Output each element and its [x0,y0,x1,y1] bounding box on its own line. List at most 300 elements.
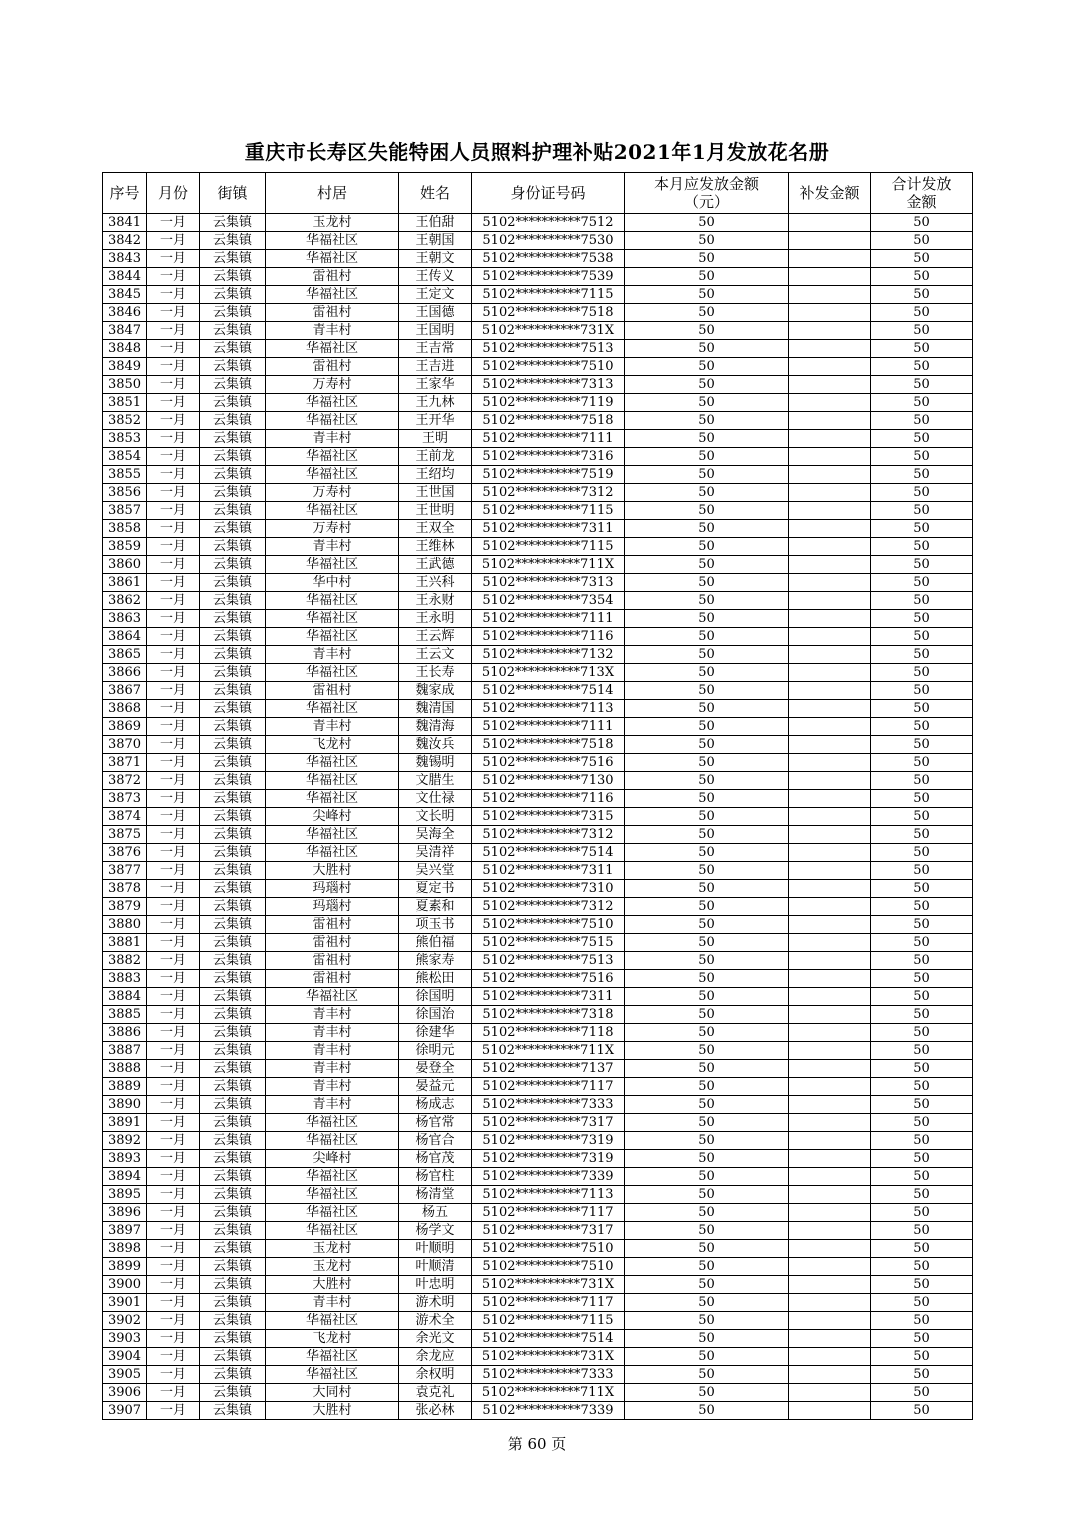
cell-town: 云集镇 [200,1240,266,1258]
cell-id-number: 5102**********7137 [472,1060,625,1078]
cell-town: 云集镇 [200,286,266,304]
cell-total: 50 [871,754,973,772]
cell-name: 王明 [399,430,472,448]
table-row [103,214,973,232]
cell-id-number: 5102**********7313 [472,376,625,394]
cell-name: 晏登全 [399,1060,472,1078]
cell-total: 50 [871,1024,973,1042]
cell-village: 青丰村 [266,430,399,448]
table-row [103,1078,973,1096]
table-row [103,880,973,898]
cell-id-number: 5102**********7316 [472,448,625,466]
cell-id-number: 5102**********7312 [472,484,625,502]
cell-name: 王九林 [399,394,472,412]
cell-total: 50 [871,1042,973,1060]
cell-month: 一月 [147,754,200,772]
cell-due-amount: 50 [625,322,789,340]
cell-month: 一月 [147,322,200,340]
table-row [103,1312,973,1330]
cell-month: 一月 [147,1222,200,1240]
cell-name: 王前龙 [399,448,472,466]
cell-total: 50 [871,664,973,682]
cell-supplement [789,970,871,988]
cell-due-amount: 50 [625,232,789,250]
table-row [103,268,973,286]
cell-supplement [789,286,871,304]
table-row [103,898,973,916]
table-row [103,1240,973,1258]
cell-due-amount: 50 [625,1312,789,1330]
cell-seq: 3849 [103,358,147,376]
cell-town: 云集镇 [200,628,266,646]
cell-total: 50 [871,772,973,790]
cell-total: 50 [871,790,973,808]
cell-village: 雷祖村 [266,970,399,988]
cell-month: 一月 [147,1186,200,1204]
table-row [103,1150,973,1168]
cell-seq: 3841 [103,214,147,232]
cell-village: 华福社区 [266,826,399,844]
cell-town: 云集镇 [200,1222,266,1240]
cell-id-number: 5102**********7518 [472,304,625,322]
cell-village: 万寿村 [266,484,399,502]
cell-total: 50 [871,1312,973,1330]
cell-seq: 3842 [103,232,147,250]
cell-name: 杨学文 [399,1222,472,1240]
table-row [103,1132,973,1150]
cell-town: 云集镇 [200,214,266,232]
cell-town: 云集镇 [200,772,266,790]
cell-name: 叶忠明 [399,1276,472,1294]
cell-supplement [789,1060,871,1078]
cell-id-number: 5102**********7132 [472,646,625,664]
cell-supplement [789,952,871,970]
cell-seq: 3867 [103,682,147,700]
cell-village: 华福社区 [266,844,399,862]
cell-supplement [789,772,871,790]
cell-due-amount: 50 [625,826,789,844]
cell-village: 青丰村 [266,1096,399,1114]
cell-town: 云集镇 [200,448,266,466]
cell-total: 50 [871,880,973,898]
cell-due-amount: 50 [625,1168,789,1186]
table-row [103,376,973,394]
cell-due-amount: 50 [625,772,789,790]
cell-month: 一月 [147,934,200,952]
cell-name: 王朝国 [399,232,472,250]
cell-total: 50 [871,1276,973,1294]
cell-seq: 3862 [103,592,147,610]
cell-name: 余权明 [399,1366,472,1384]
cell-month: 一月 [147,790,200,808]
cell-month: 一月 [147,1042,200,1060]
cell-name: 王武德 [399,556,472,574]
cell-supplement [789,394,871,412]
cell-supplement [789,430,871,448]
table-row [103,1204,973,1222]
table-row [103,484,973,502]
cell-total: 50 [871,286,973,304]
cell-due-amount: 50 [625,1222,789,1240]
cell-month: 一月 [147,1366,200,1384]
cell-month: 一月 [147,358,200,376]
cell-month: 一月 [147,466,200,484]
cell-name: 王传义 [399,268,472,286]
cell-month: 一月 [147,412,200,430]
cell-total: 50 [871,1366,973,1384]
cell-village: 雷祖村 [266,358,399,376]
cell-seq: 3874 [103,808,147,826]
cell-village: 青丰村 [266,1294,399,1312]
cell-town: 云集镇 [200,718,266,736]
table-row [103,610,973,628]
cell-id-number: 5102**********7119 [472,394,625,412]
cell-month: 一月 [147,610,200,628]
table-row [103,1060,973,1078]
cell-supplement [789,484,871,502]
cell-total: 50 [871,1150,973,1168]
cell-total: 50 [871,646,973,664]
cell-name: 熊伯福 [399,934,472,952]
cell-town: 云集镇 [200,592,266,610]
cell-village: 华福社区 [266,772,399,790]
table-row [103,970,973,988]
cell-total: 50 [871,1384,973,1402]
table-row [103,1042,973,1060]
cell-due-amount: 50 [625,286,789,304]
table-row [103,754,973,772]
table-row [103,574,973,592]
cell-name: 王永明 [399,610,472,628]
cell-month: 一月 [147,1294,200,1312]
cell-village: 飞龙村 [266,1330,399,1348]
cell-town: 云集镇 [200,934,266,952]
cell-supplement [789,844,871,862]
cell-month: 一月 [147,556,200,574]
cell-month: 一月 [147,1078,200,1096]
document-title: 重庆市长寿区失能特困人员照料护理补贴2021年1月发放花名册 [244,140,830,164]
cell-seq: 3880 [103,916,147,934]
cell-name: 游术全 [399,1312,472,1330]
cell-name: 王兴科 [399,574,472,592]
cell-village: 华福社区 [266,790,399,808]
cell-seq: 3864 [103,628,147,646]
table-row [103,1024,973,1042]
cell-id-number: 5102**********7510 [472,1258,625,1276]
cell-seq: 3888 [103,1060,147,1078]
cell-town: 云集镇 [200,754,266,772]
cell-seq: 3846 [103,304,147,322]
cell-due-amount: 50 [625,1132,789,1150]
cell-town: 云集镇 [200,808,266,826]
cell-id-number: 5102**********7111 [472,718,625,736]
table-row [103,1222,973,1240]
cell-total: 50 [871,556,973,574]
cell-seq: 3899 [103,1258,147,1276]
cell-id-number: 5102**********7311 [472,988,625,1006]
table-row [103,718,973,736]
cell-due-amount: 50 [625,736,789,754]
cell-total: 50 [871,250,973,268]
cell-supplement [789,358,871,376]
cell-month: 一月 [147,574,200,592]
cell-village: 雷祖村 [266,268,399,286]
cell-due-amount: 50 [625,1348,789,1366]
table-row [103,1096,973,1114]
cell-name: 王双全 [399,520,472,538]
cell-id-number: 5102**********711X [472,1384,625,1402]
cell-town: 云集镇 [200,1024,266,1042]
cell-total: 50 [871,934,973,952]
cell-total: 50 [871,538,973,556]
cell-village: 华福社区 [266,1186,399,1204]
cell-seq: 3845 [103,286,147,304]
cell-supplement [789,592,871,610]
cell-supplement [789,1114,871,1132]
cell-due-amount: 50 [625,1060,789,1078]
table-row [103,700,973,718]
cell-id-number: 5102**********7311 [472,520,625,538]
cell-id-number: 5102**********7111 [472,610,625,628]
table-row [103,646,973,664]
cell-month: 一月 [147,1258,200,1276]
cell-seq: 3889 [103,1078,147,1096]
cell-id-number: 5102**********731X [472,1276,625,1294]
cell-town: 云集镇 [200,1006,266,1024]
cell-supplement [789,466,871,484]
cell-seq: 3907 [103,1402,147,1420]
cell-name: 徐国明 [399,988,472,1006]
cell-due-amount: 50 [625,448,789,466]
cell-supplement [789,1222,871,1240]
cell-id-number: 5102**********7313 [472,574,625,592]
cell-total: 50 [871,1078,973,1096]
cell-village: 华福社区 [266,754,399,772]
cell-town: 云集镇 [200,1168,266,1186]
cell-town: 云集镇 [200,232,266,250]
cell-village: 大胜村 [266,862,399,880]
cell-town: 云集镇 [200,304,266,322]
cell-village: 雷祖村 [266,934,399,952]
cell-village: 华福社区 [266,1168,399,1186]
cell-total: 50 [871,1204,973,1222]
cell-supplement [789,1006,871,1024]
cell-seq: 3872 [103,772,147,790]
cell-name: 王云辉 [399,628,472,646]
cell-supplement [789,1312,871,1330]
cell-seq: 3898 [103,1240,147,1258]
table-row [103,1402,973,1420]
cell-seq: 3863 [103,610,147,628]
cell-month: 一月 [147,718,200,736]
cell-total: 50 [871,682,973,700]
cell-supplement [789,1042,871,1060]
header-supplement: 补发金额 [789,173,871,214]
cell-month: 一月 [147,592,200,610]
cell-seq: 3892 [103,1132,147,1150]
table-row [103,232,973,250]
cell-month: 一月 [147,1276,200,1294]
cell-name: 王世国 [399,484,472,502]
cell-name: 吴兴堂 [399,862,472,880]
cell-total: 50 [871,826,973,844]
cell-due-amount: 50 [625,592,789,610]
cell-village: 华福社区 [266,664,399,682]
cell-total: 50 [871,376,973,394]
cell-supplement [789,700,871,718]
cell-seq: 3850 [103,376,147,394]
cell-supplement [789,1330,871,1348]
cell-id-number: 5102**********7115 [472,502,625,520]
cell-month: 一月 [147,538,200,556]
cell-village: 华福社区 [266,286,399,304]
cell-seq: 3897 [103,1222,147,1240]
cell-village: 华福社区 [266,232,399,250]
cell-month: 一月 [147,268,200,286]
cell-supplement [789,628,871,646]
cell-village: 大胜村 [266,1276,399,1294]
cell-month: 一月 [147,862,200,880]
cell-name: 徐建华 [399,1024,472,1042]
cell-name: 徐明元 [399,1042,472,1060]
cell-village: 青丰村 [266,322,399,340]
cell-month: 一月 [147,1402,200,1420]
cell-village: 华福社区 [266,1222,399,1240]
cell-seq: 3878 [103,880,147,898]
cell-id-number: 5102**********7317 [472,1222,625,1240]
cell-supplement [789,1186,871,1204]
table-row [103,628,973,646]
cell-total: 50 [871,718,973,736]
cell-id-number: 5102**********7515 [472,934,625,952]
cell-due-amount: 50 [625,250,789,268]
cell-id-number: 5102**********7538 [472,250,625,268]
table-row [103,1114,973,1132]
cell-due-amount: 50 [625,214,789,232]
cell-month: 一月 [147,1150,200,1168]
cell-supplement [789,1096,871,1114]
cell-due-amount: 50 [625,1240,789,1258]
table-row [103,286,973,304]
cell-name: 杨官茂 [399,1150,472,1168]
cell-id-number: 5102**********7116 [472,628,625,646]
cell-total: 50 [871,394,973,412]
cell-supplement [789,340,871,358]
cell-town: 云集镇 [200,1258,266,1276]
cell-name: 熊松田 [399,970,472,988]
cell-name: 王国德 [399,304,472,322]
cell-village: 青丰村 [266,718,399,736]
roster-table [102,172,973,1420]
cell-seq: 3881 [103,934,147,952]
cell-name: 王长寿 [399,664,472,682]
cell-supplement [789,1366,871,1384]
cell-total: 50 [871,1006,973,1024]
cell-name: 杨官合 [399,1132,472,1150]
cell-seq: 3879 [103,898,147,916]
cell-village: 玉龙村 [266,1240,399,1258]
cell-supplement [789,610,871,628]
cell-total: 50 [871,412,973,430]
cell-village: 万寿村 [266,376,399,394]
cell-town: 云集镇 [200,520,266,538]
cell-total: 50 [871,1258,973,1276]
cell-id-number: 5102**********7115 [472,1312,625,1330]
cell-village: 华福社区 [266,592,399,610]
cell-due-amount: 50 [625,1276,789,1294]
cell-id-number: 5102**********7117 [472,1294,625,1312]
cell-supplement [789,988,871,1006]
cell-total: 50 [871,448,973,466]
cell-total: 50 [871,862,973,880]
cell-village: 青丰村 [266,1078,399,1096]
cell-town: 云集镇 [200,610,266,628]
cell-seq: 3891 [103,1114,147,1132]
cell-supplement [789,250,871,268]
cell-id-number: 5102**********7510 [472,358,625,376]
cell-name: 王云文 [399,646,472,664]
cell-seq: 3905 [103,1366,147,1384]
cell-name: 文长明 [399,808,472,826]
cell-name: 王吉常 [399,340,472,358]
cell-month: 一月 [147,250,200,268]
cell-supplement [789,916,871,934]
cell-id-number: 5102**********7513 [472,952,625,970]
cell-total: 50 [871,1096,973,1114]
cell-town: 云集镇 [200,556,266,574]
cell-total: 50 [871,1186,973,1204]
cell-supplement [789,1276,871,1294]
cell-name: 王永财 [399,592,472,610]
cell-supplement [789,538,871,556]
cell-month: 一月 [147,1204,200,1222]
cell-name: 魏汝兵 [399,736,472,754]
cell-supplement [789,754,871,772]
cell-supplement [789,1168,871,1186]
cell-supplement [789,574,871,592]
cell-seq: 3873 [103,790,147,808]
cell-name: 王家华 [399,376,472,394]
cell-month: 一月 [147,664,200,682]
cell-due-amount: 50 [625,502,789,520]
cell-month: 一月 [147,376,200,394]
cell-due-amount: 50 [625,340,789,358]
cell-name: 王吉进 [399,358,472,376]
cell-village: 青丰村 [266,646,399,664]
cell-village: 玛瑙村 [266,898,399,916]
cell-town: 云集镇 [200,1348,266,1366]
cell-town: 云集镇 [200,250,266,268]
cell-total: 50 [871,466,973,484]
cell-town: 云集镇 [200,268,266,286]
cell-total: 50 [871,1294,973,1312]
table-row [103,466,973,484]
cell-month: 一月 [147,394,200,412]
cell-supplement [789,1132,871,1150]
cell-village: 青丰村 [266,1024,399,1042]
cell-id-number: 5102**********7339 [472,1168,625,1186]
cell-supplement [789,1078,871,1096]
cell-seq: 3847 [103,322,147,340]
cell-month: 一月 [147,1168,200,1186]
cell-id-number: 5102**********7116 [472,790,625,808]
table-row [103,358,973,376]
cell-total: 50 [871,628,973,646]
cell-name: 王维林 [399,538,472,556]
cell-village: 华福社区 [266,1366,399,1384]
cell-supplement [789,1024,871,1042]
cell-town: 云集镇 [200,1060,266,1078]
